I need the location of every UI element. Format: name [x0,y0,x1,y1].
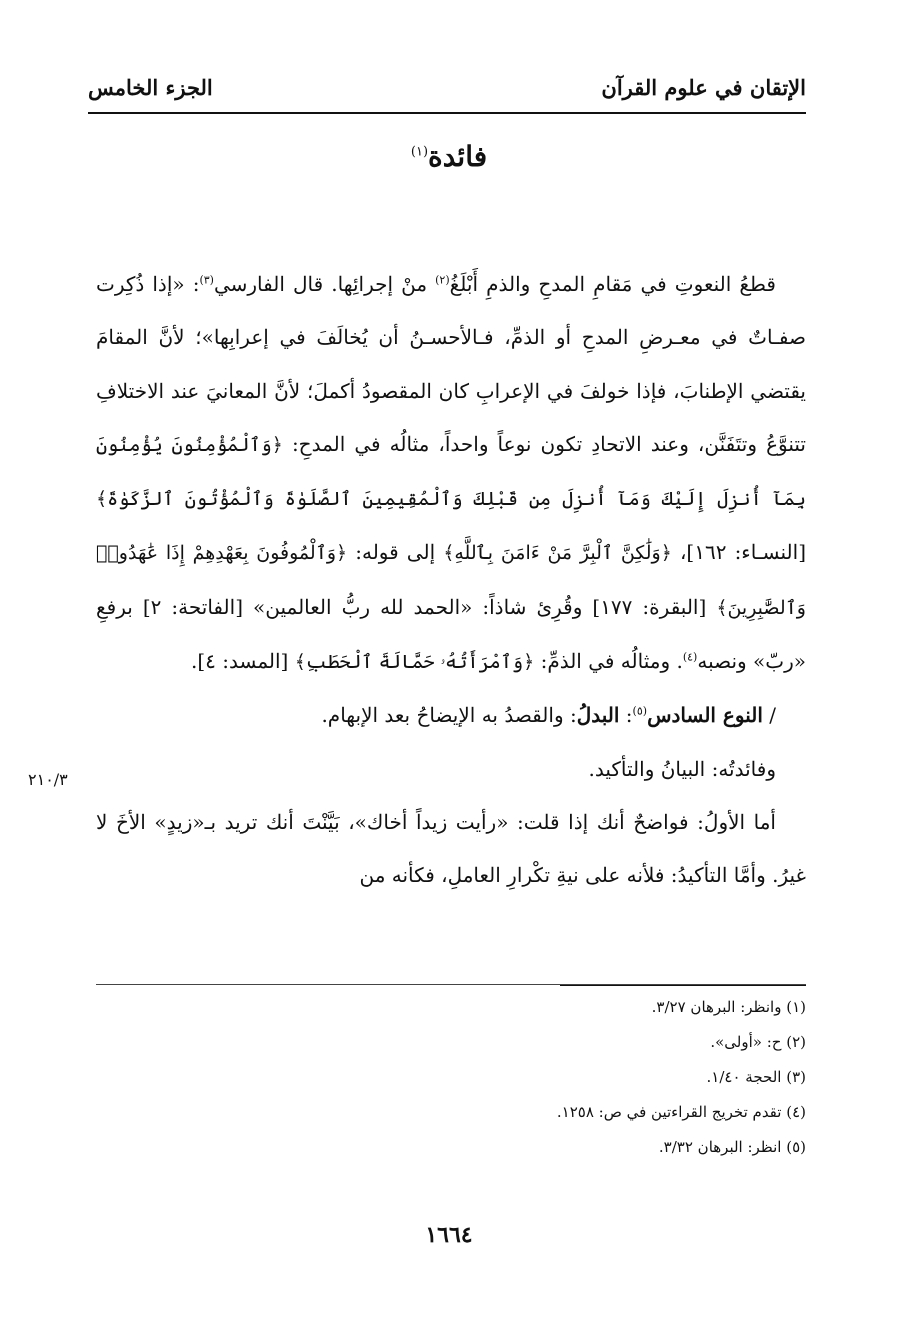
book-title: الإتقان في علوم القرآن [601,74,806,100]
main-text [96,258,806,903]
footnote: (٣) الحجة ١/٤٠. [706,1068,806,1086]
text-run: : [619,703,633,728]
subsection-heading: النوع السادس [647,703,763,728]
text-run: منْ إجرائِها. قال الفارسي [213,272,436,296]
footnote-ref: (٢) [435,273,450,287]
quran-verse: ﴿وَٱلْمُوفُونَ بِعَهْدِهِمْ إِذَا عَٰهَدُوا۟ وَٱلصَّٰبِرِينَ﴾ [96,542,806,619]
quran-verse: ﴿وَٱلْمُؤْمِنُونَ يُؤْمِنُونَ بِمَآ أُنزِلَ إِلَيْكَ وَمَآ أُنزِلَ مِن قَبْلِكَ وَٱلْمُقِيمِينَ ٱلصَّلَوٰةَ وَٱلْمُؤْتُونَ ٱلزَّكَوٰةَ﴾ [96,433,806,511]
text-run: : «إذا ذُكِرت صفـاتٌ في معـرضِ المدحِ أو الذمِّ، فـالأحسـنُ أن يُخالَفَ في إعرابِها»؛ لأنَّ المقامَ يقتضي الإطنابَ، فإذا خولفَ في الإعرابِ كان المقصودُ أكملَ؛ لأنَّ المعانيَ عند الاختلافِ تتنوَّعُ وتتَفَنَّن، وعند الاتحادِ تكون نوعاً واحداً، مثالُه في المدحِ: [96,272,806,456]
running-header [88,62,806,112]
verse-reference: [المسد: ٤]. [190,649,295,674]
volume-label: الجزء الخامس [88,74,213,100]
quran-verse: ﴿وَلَٰكِنَّ ٱلْبِرَّ مَنْ ءَامَنَ بِٱللَّهِ﴾ [443,542,672,565]
text-run: . ومثالُه في الذمِّ: [534,649,683,674]
page-break-mark: / [762,703,776,728]
footnote: (٥) انظر: البرهان ٣/٣٢. [658,1138,806,1156]
footnote: (٢) ح: «أولى». [710,1033,806,1051]
footnote-ref: (٤) [682,650,698,664]
verse-reference: [النسـاء: ١٦٢]، [671,540,806,565]
term: البدلُ [576,703,620,728]
footnotes [420,990,806,1165]
paragraph [96,258,806,689]
footnote-rule [560,985,806,986]
paragraph: وفائدتُه: البيانُ والتأكيد. [588,756,776,781]
footnote-ref: (٥) [632,704,648,718]
text-run: قطعُ النعوتِ في مَقامِ المدحِ والذمِ أَبْلَغُ [449,272,776,296]
section-title-text: فائدة [428,140,488,173]
text-run: إلى قوله: [347,540,444,565]
section-title [0,140,898,173]
footnote: (١) وانظر: البرهان ٣/٢٧. [651,998,806,1016]
footnote-ref: (١) [410,144,429,160]
paragraph: أما الأولُ: فواضحٌ أنك إذا قلت: «رأيت زيداً أخاك»، بَيَّنْتَ أنك تريد بـ«زيدٍ» الأخَ لا غيرُ. وأمَّا التأكيدُ: فلأنه على نيةِ تكْرارِ العاملِ، فكأنه من [96,809,806,888]
quran-verse: ﴿وَٱمْرَأَتُهُۥ حَمَّالَةَ ٱلْحَطَبِ﴾ [294,651,535,674]
page-number: ١٦٦٤ [425,1222,473,1248]
text-run: [البقرة: ١٧٧] وقُرِئ شاذاً: «الحمد لله ربُّ العالمين» [الفاتحة: ٢] برفعِ «ربّ» ونصبه [96,594,806,674]
text-run: : والقصدُ به الإيضاحُ بعد الإبهام. [321,703,577,728]
header-rule [88,112,806,114]
margin-reference: ٢١٠/٣ [28,770,68,789]
footnote-ref: (٣) [199,273,214,287]
footnote: (٤) تقدم تخريج القراءتين في ص: ١٢٥٨. [556,1103,806,1121]
paragraph [96,689,806,742]
